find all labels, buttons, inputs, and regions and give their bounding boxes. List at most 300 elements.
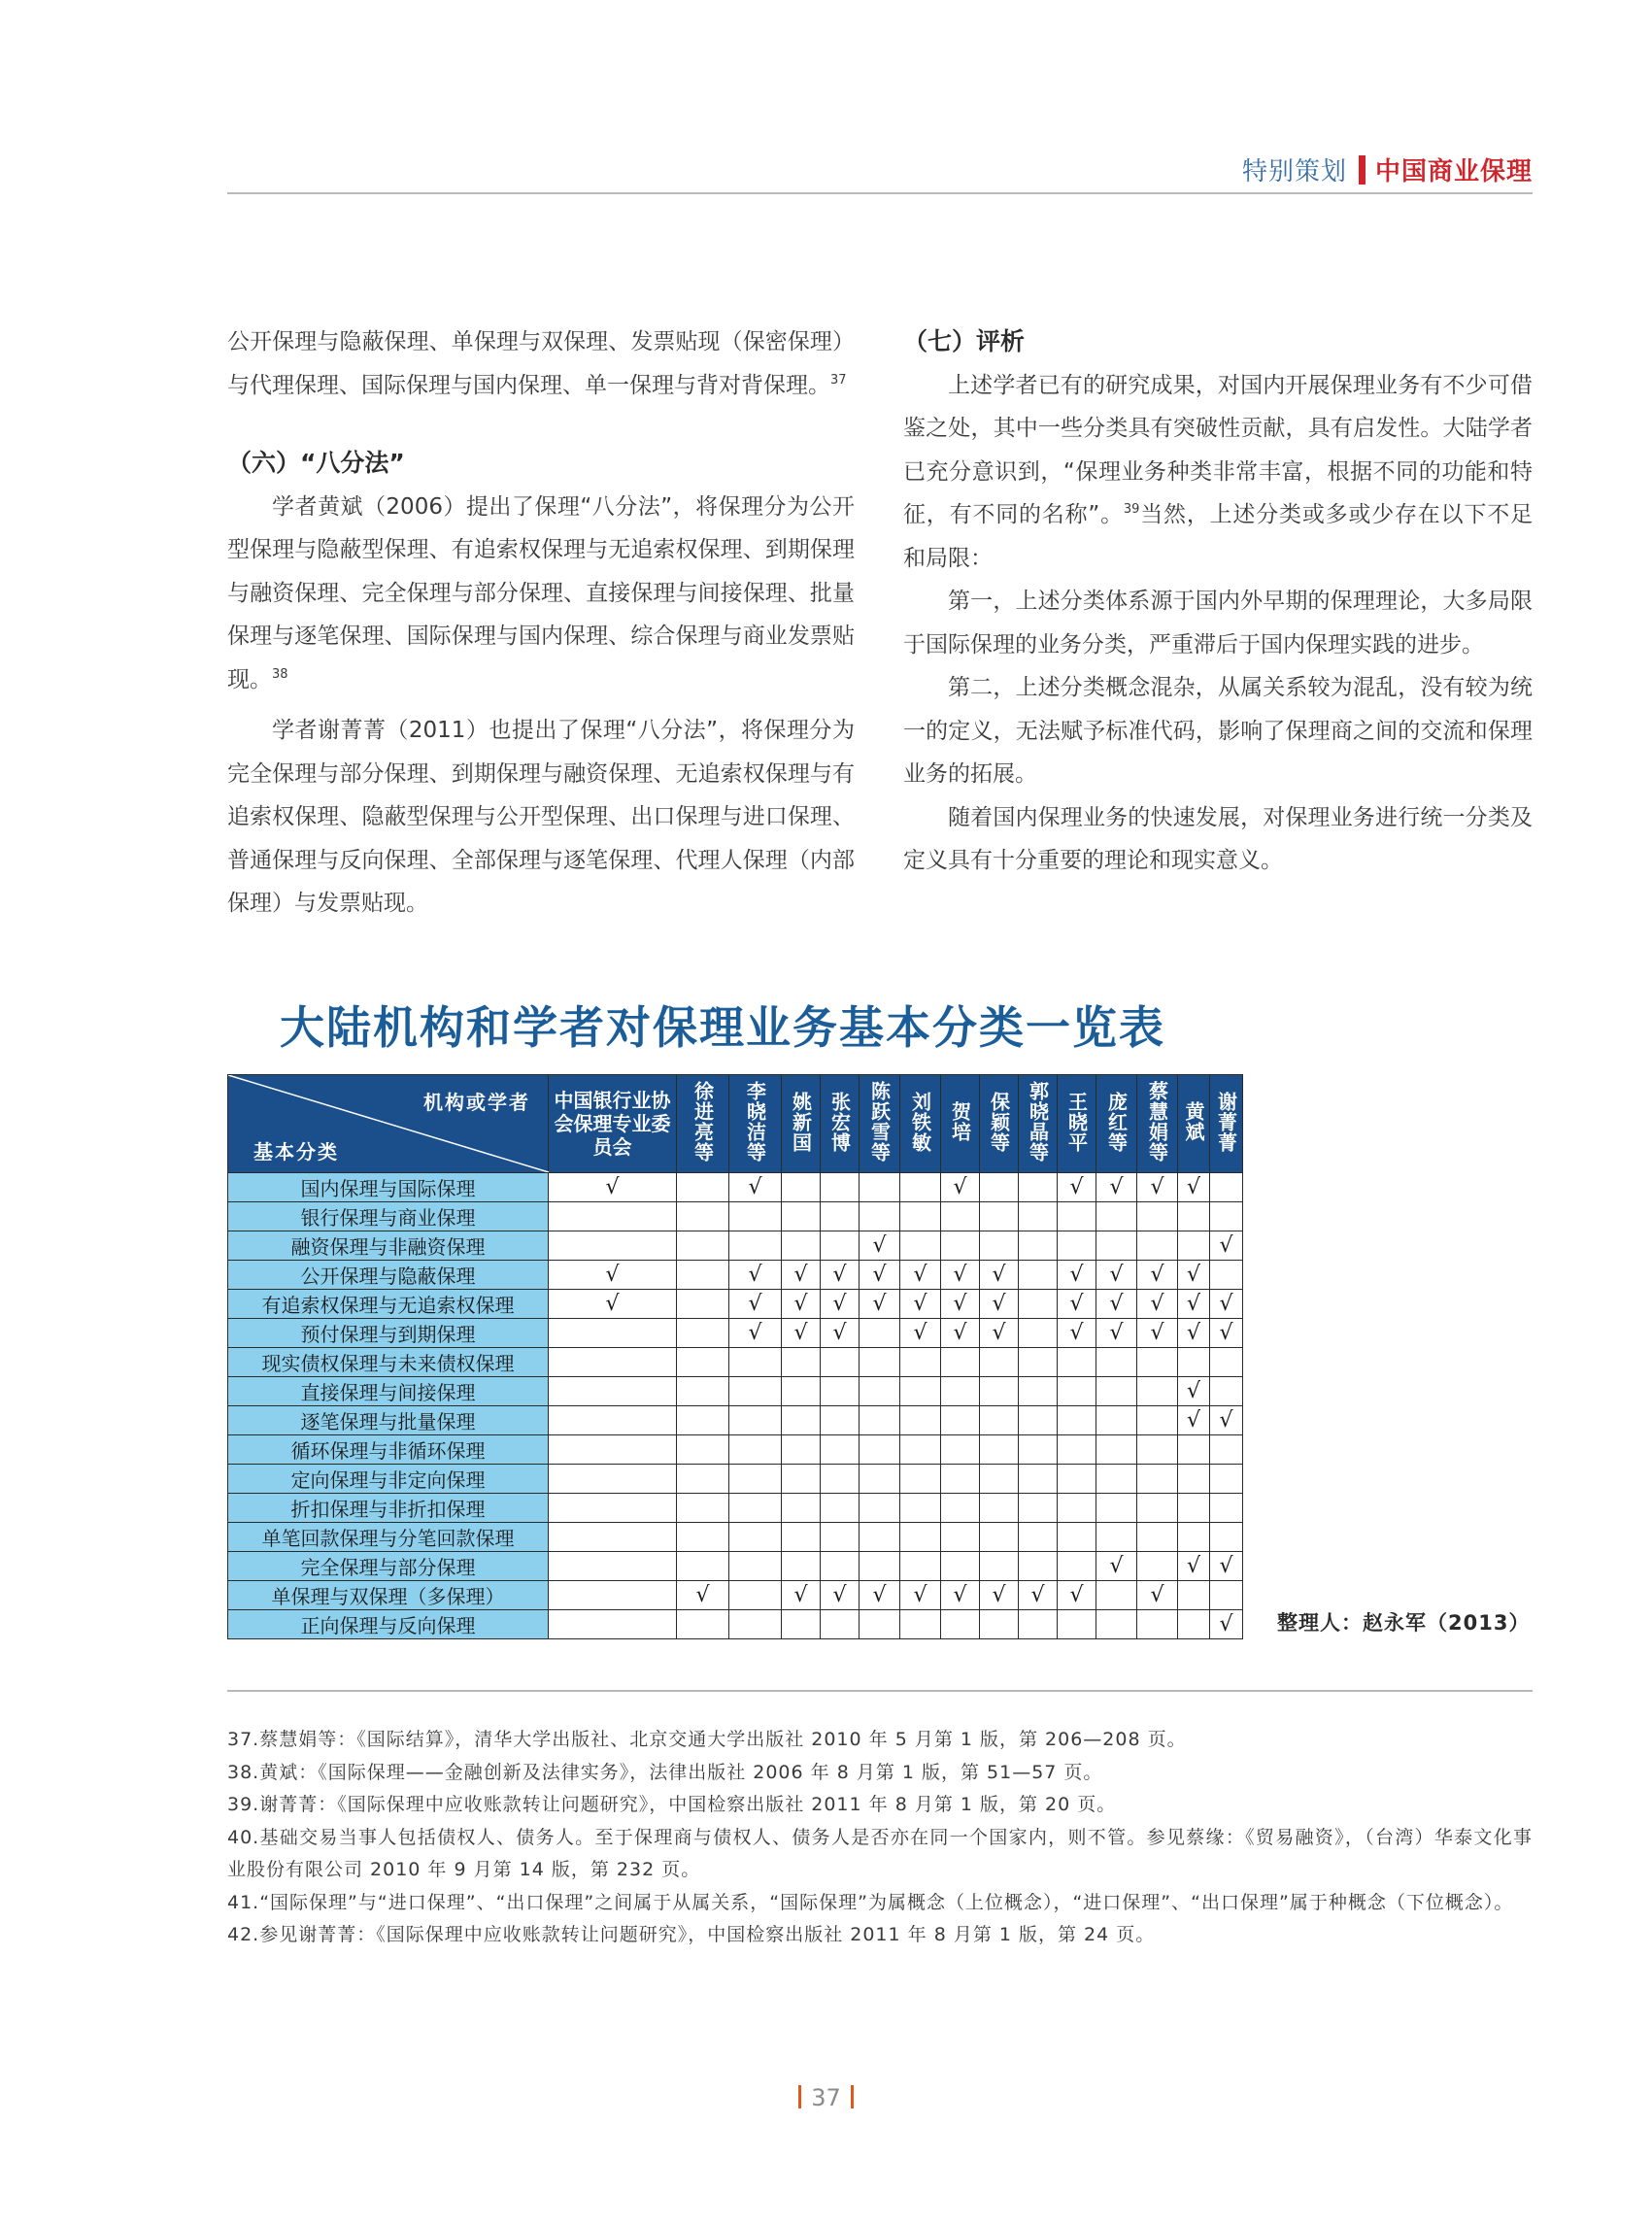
- check-mark-cell: √: [980, 1581, 1019, 1610]
- empty-cell: [1137, 1377, 1178, 1406]
- empty-cell: [1019, 1202, 1058, 1231]
- table-row: [228, 1348, 1243, 1377]
- right-paragraph-2: 第一，上述分类体系源于国内外早期的保理理论，大多局限于国际保理的业务分类，严重滞后于国内保理实践的进步。: [903, 589, 1533, 658]
- empty-cell: [1019, 1610, 1058, 1639]
- empty-cell: [821, 1202, 860, 1231]
- check-mark-cell: √: [941, 1581, 980, 1610]
- empty-cell: [1019, 1435, 1058, 1465]
- page-number: 37: [811, 2084, 841, 2111]
- page-number-bar-right: [851, 2085, 854, 2108]
- empty-cell: [677, 1348, 729, 1377]
- empty-cell: [941, 1406, 980, 1435]
- check-mark-cell: √: [1178, 1319, 1210, 1348]
- column-header-5: [860, 1075, 900, 1173]
- empty-cell: [782, 1231, 821, 1261]
- row-label: 公开保理与隐蔽保理: [228, 1261, 549, 1290]
- check-mark-cell: √: [900, 1581, 941, 1610]
- empty-cell: [677, 1231, 729, 1261]
- check-mark-cell: √: [941, 1261, 980, 1290]
- empty-cell: [782, 1552, 821, 1581]
- empty-cell: [1210, 1581, 1243, 1610]
- empty-cell: [941, 1610, 980, 1639]
- empty-cell: [1137, 1494, 1178, 1523]
- check-mark-cell: √: [941, 1319, 980, 1348]
- right-paragraph-1: [903, 364, 1533, 581]
- empty-cell: [1178, 1465, 1210, 1494]
- empty-cell: [941, 1523, 980, 1552]
- empty-cell: [549, 1348, 677, 1377]
- corner-label-top: 机构或学者: [423, 1091, 530, 1114]
- check-mark-cell: √: [1096, 1290, 1137, 1319]
- check-mark-cell: √: [1058, 1173, 1096, 1202]
- footnote-ref-38: 38: [272, 666, 288, 682]
- column-header-label: 姚新国: [789, 1091, 813, 1153]
- empty-cell: [677, 1261, 729, 1290]
- footnote-41: 41.“国际保理”与“进口保理”、“出口保理”之间属于从属关系，“国际保理”为属概念（上位概念），“进口保理”、“出口保理”属于种概念（下位概念）。: [227, 1891, 1514, 1913]
- empty-cell: [980, 1231, 1019, 1261]
- check-mark-cell: √: [1137, 1290, 1178, 1319]
- check-mark-cell: √: [1096, 1552, 1137, 1581]
- footnote-40: 40.基础交易当事人包括债权人、债务人。至于保理商与债权人、债务人是否亦在同一个国家内，则不管。参见蔡缘：《贸易融资》，（台湾）华泰文化事业股份有限公司 2010 年 9 月第 14 版，第 232 页。: [227, 1826, 1533, 1880]
- empty-cell: [1058, 1231, 1096, 1261]
- empty-cell: [549, 1202, 677, 1231]
- footnote-ref-37: 37: [830, 372, 847, 388]
- empty-cell: [1019, 1319, 1058, 1348]
- empty-cell: [1096, 1610, 1137, 1639]
- empty-cell: [1019, 1377, 1058, 1406]
- empty-cell: [1178, 1581, 1210, 1610]
- empty-cell: [941, 1494, 980, 1523]
- empty-cell: [1178, 1202, 1210, 1231]
- empty-cell: [900, 1494, 941, 1523]
- empty-cell: [1096, 1523, 1137, 1552]
- empty-cell: [729, 1523, 782, 1552]
- empty-cell: [941, 1377, 980, 1406]
- empty-cell: [549, 1377, 677, 1406]
- check-mark-cell: √: [729, 1173, 782, 1202]
- empty-cell: [549, 1523, 677, 1552]
- corner-label-bottom: 基本分类: [253, 1140, 339, 1164]
- empty-cell: [729, 1435, 782, 1465]
- empty-cell: [782, 1465, 821, 1494]
- empty-cell: [677, 1319, 729, 1348]
- row-label: 折扣保理与非折扣保理: [228, 1494, 549, 1523]
- check-mark-cell: √: [1096, 1173, 1137, 1202]
- empty-cell: [782, 1523, 821, 1552]
- column-header-label: 蔡慧娟等: [1145, 1081, 1169, 1163]
- footnote-ref-39: 39: [1123, 502, 1140, 517]
- empty-cell: [860, 1523, 900, 1552]
- empty-cell: [782, 1202, 821, 1231]
- check-mark-cell: √: [782, 1581, 821, 1610]
- row-label: 直接保理与间接保理: [228, 1377, 549, 1406]
- column-header-label: 徐进亮等: [691, 1081, 715, 1163]
- check-mark-cell: √: [821, 1290, 860, 1319]
- check-mark-cell: √: [729, 1261, 782, 1290]
- empty-cell: [782, 1406, 821, 1435]
- check-mark-cell: √: [1096, 1261, 1137, 1290]
- check-mark-cell: √: [549, 1261, 677, 1290]
- left-paragraph-2: [227, 486, 855, 702]
- empty-cell: [821, 1552, 860, 1581]
- empty-cell: [1019, 1261, 1058, 1290]
- column-header-0: [549, 1075, 677, 1173]
- table-row: [228, 1610, 1243, 1639]
- table-row: [228, 1581, 1243, 1610]
- column-header-3: [782, 1075, 821, 1173]
- footnote-37: 37.蔡慧娟等：《国际结算》，清华大学出版社、北京交通大学出版社 2010 年 5 月第 1 版，第 206—208 页。: [227, 1729, 1187, 1750]
- check-mark-cell: √: [860, 1581, 900, 1610]
- check-mark-cell: √: [782, 1261, 821, 1290]
- empty-cell: [900, 1348, 941, 1377]
- table-corner-header: [228, 1075, 549, 1173]
- check-mark-cell: √: [1137, 1581, 1178, 1610]
- table-row: [228, 1465, 1243, 1494]
- empty-cell: [677, 1523, 729, 1552]
- empty-cell: [1058, 1348, 1096, 1377]
- empty-cell: [1210, 1465, 1243, 1494]
- empty-cell: [1096, 1406, 1137, 1435]
- column-header-label: 陈跃雪等: [867, 1081, 892, 1163]
- empty-cell: [860, 1610, 900, 1639]
- empty-cell: [729, 1231, 782, 1261]
- row-label: 正向保理与反向保理: [228, 1610, 549, 1639]
- table-row: [228, 1494, 1243, 1523]
- empty-cell: [1019, 1552, 1058, 1581]
- empty-cell: [941, 1435, 980, 1465]
- column-header-2: [729, 1075, 782, 1173]
- column-header-10: [1058, 1075, 1096, 1173]
- check-mark-cell: √: [1210, 1406, 1243, 1435]
- empty-cell: [980, 1465, 1019, 1494]
- empty-cell: [860, 1406, 900, 1435]
- empty-cell: [677, 1202, 729, 1231]
- empty-cell: [1019, 1290, 1058, 1319]
- empty-cell: [1096, 1202, 1137, 1231]
- empty-cell: [549, 1610, 677, 1639]
- table-row: [228, 1290, 1243, 1319]
- check-mark-cell: √: [1137, 1319, 1178, 1348]
- column-header-6: [900, 1075, 941, 1173]
- column-header-label: 刘铁敏: [908, 1091, 932, 1153]
- empty-cell: [729, 1552, 782, 1581]
- empty-cell: [1178, 1523, 1210, 1552]
- row-label: 单保理与双保理（多保理）: [228, 1581, 549, 1610]
- empty-cell: [980, 1494, 1019, 1523]
- empty-cell: [860, 1465, 900, 1494]
- check-mark-cell: √: [1210, 1610, 1243, 1639]
- empty-cell: [1137, 1406, 1178, 1435]
- check-mark-cell: √: [549, 1290, 677, 1319]
- page-header: [227, 146, 1533, 194]
- right-paragraph-1-text-a: 上述学者已有的研究成果，对国内开展保理业务有不少可借鉴之处，其中一些分类具有突破性贡献，具有启发性。大陆学者已充分意识到，“保理业务种类非常丰富，根据不同的功能和特征，有不同的名称”。: [903, 372, 1533, 527]
- left-paragraph-1-text: 公开保理与隐蔽保理、单保理与双保理、发票贴现（保密保理）与代理保理、国际保理与国内保理、单一保理与背对背保理。: [227, 329, 855, 398]
- check-mark-cell: √: [782, 1290, 821, 1319]
- left-paragraph-1: [227, 320, 855, 407]
- empty-cell: [1019, 1406, 1058, 1435]
- empty-cell: [1137, 1348, 1178, 1377]
- check-mark-cell: √: [1019, 1581, 1058, 1610]
- empty-cell: [900, 1552, 941, 1581]
- empty-cell: [1137, 1610, 1178, 1639]
- column-header-11: [1096, 1075, 1137, 1173]
- empty-cell: [980, 1406, 1019, 1435]
- right-paragraph-1-text-b: 当然，上述分类或多或少存在以下不足和局限：: [903, 502, 1533, 571]
- column-header-9: [1019, 1075, 1058, 1173]
- empty-cell: [860, 1319, 900, 1348]
- empty-cell: [860, 1435, 900, 1465]
- empty-cell: [677, 1494, 729, 1523]
- empty-cell: [1058, 1552, 1096, 1581]
- check-mark-cell: √: [1137, 1173, 1178, 1202]
- empty-cell: [860, 1202, 900, 1231]
- empty-cell: [677, 1465, 729, 1494]
- empty-cell: [821, 1231, 860, 1261]
- check-mark-cell: √: [900, 1319, 941, 1348]
- empty-cell: [980, 1610, 1019, 1639]
- empty-cell: [941, 1552, 980, 1581]
- empty-cell: [1019, 1465, 1058, 1494]
- empty-cell: [900, 1610, 941, 1639]
- empty-cell: [1096, 1465, 1137, 1494]
- right-paragraph-4: 随着国内保理业务的快速发展，对保理业务进行统一分类及定义具有十分重要的理论和现实意义。: [903, 804, 1533, 873]
- empty-cell: [729, 1494, 782, 1523]
- check-mark-cell: √: [1178, 1406, 1210, 1435]
- column-header-8: [980, 1075, 1019, 1173]
- empty-cell: [1096, 1494, 1137, 1523]
- empty-cell: [1058, 1523, 1096, 1552]
- row-label: 银行保理与商业保理: [228, 1202, 549, 1231]
- column-header-label: 庞红等: [1104, 1091, 1129, 1153]
- empty-cell: [980, 1435, 1019, 1465]
- empty-cell: [1058, 1435, 1096, 1465]
- empty-cell: [821, 1494, 860, 1523]
- table-row: [228, 1523, 1243, 1552]
- empty-cell: [821, 1523, 860, 1552]
- empty-cell: [1096, 1231, 1137, 1261]
- empty-cell: [1210, 1494, 1243, 1523]
- table-body: [228, 1173, 1243, 1639]
- empty-cell: [821, 1348, 860, 1377]
- empty-cell: [860, 1173, 900, 1202]
- check-mark-cell: √: [980, 1290, 1019, 1319]
- empty-cell: [900, 1406, 941, 1435]
- check-mark-cell: √: [1210, 1290, 1243, 1319]
- row-label: 预付保理与到期保理: [228, 1319, 549, 1348]
- check-mark-cell: √: [1058, 1319, 1096, 1348]
- empty-cell: [1019, 1494, 1058, 1523]
- check-mark-cell: √: [1210, 1319, 1243, 1348]
- empty-cell: [1096, 1435, 1137, 1465]
- empty-cell: [782, 1494, 821, 1523]
- page-number-area: [0, 2084, 1652, 2111]
- empty-cell: [980, 1377, 1019, 1406]
- empty-cell: [1058, 1202, 1096, 1231]
- empty-cell: [1058, 1377, 1096, 1406]
- left-paragraph-3: 学者谢菁菁（2011）也提出了保理“八分法”，将保理分为完全保理与部分保理、到期保理与融资保理、无追索权保理与有追索权保理、隐蔽型保理与公开型保理、出口保理与进口保理、普通保理与反向保理、全部保理与逐笔保理、代理人保理（内部保理）与发票贴现。: [227, 718, 855, 916]
- column-header-label: 郭晓晶等: [1026, 1081, 1050, 1163]
- check-mark-cell: √: [549, 1173, 677, 1202]
- empty-cell: [782, 1435, 821, 1465]
- check-mark-cell: √: [1178, 1173, 1210, 1202]
- check-mark-cell: √: [1178, 1261, 1210, 1290]
- empty-cell: [900, 1202, 941, 1231]
- row-label: 单笔回款保理与分笔回款保理: [228, 1523, 549, 1552]
- empty-cell: [821, 1435, 860, 1465]
- column-header-12: [1137, 1075, 1178, 1173]
- check-mark-cell: √: [1096, 1319, 1137, 1348]
- column-header-label: 张宏博: [827, 1091, 852, 1153]
- footnotes: [227, 1724, 1533, 1952]
- footnote-38: 38.黄斌：《国际保理——金融创新及法律实务》，法律出版社 2006 年 8 月第 1 版，第 51—57 页。: [227, 1761, 1103, 1783]
- column-header-14: [1210, 1075, 1243, 1173]
- header-right: [1242, 152, 1533, 187]
- empty-cell: [1096, 1377, 1137, 1406]
- check-mark-cell: √: [941, 1290, 980, 1319]
- check-mark-cell: √: [782, 1319, 821, 1348]
- column-header-label: 黄斌: [1182, 1101, 1205, 1142]
- column-header-label: 贺培: [948, 1101, 972, 1142]
- right-paragraph-3: 第二，上述分类概念混杂，从属关系较为混乱，没有较为统一的定义，无法赋予标准代码，影响了保理商之间的交流和保理业务的拓展。: [903, 675, 1533, 787]
- empty-cell: [729, 1465, 782, 1494]
- empty-cell: [1210, 1348, 1243, 1377]
- empty-cell: [729, 1406, 782, 1435]
- empty-cell: [900, 1523, 941, 1552]
- empty-cell: [549, 1494, 677, 1523]
- empty-cell: [900, 1435, 941, 1465]
- table-row: [228, 1377, 1243, 1406]
- check-mark-cell: √: [900, 1290, 941, 1319]
- column-header-13: [1178, 1075, 1210, 1173]
- empty-cell: [1210, 1377, 1243, 1406]
- empty-cell: [980, 1523, 1019, 1552]
- empty-cell: [1210, 1202, 1243, 1231]
- table-compiler-note: 整理人：赵永军（2013）: [1277, 1611, 1531, 1635]
- row-label: 定向保理与非定向保理: [228, 1465, 549, 1494]
- empty-cell: [1137, 1523, 1178, 1552]
- column-header-1: [677, 1075, 729, 1173]
- table-row: [228, 1261, 1243, 1290]
- section-heading-6: （六）“八分法”: [227, 449, 405, 477]
- empty-cell: [860, 1552, 900, 1581]
- empty-cell: [1096, 1581, 1137, 1610]
- table-header-row: [228, 1075, 1243, 1173]
- check-mark-cell: √: [677, 1581, 729, 1610]
- column-header-label: 王晓平: [1064, 1091, 1089, 1153]
- empty-cell: [549, 1231, 677, 1261]
- check-mark-cell: √: [860, 1290, 900, 1319]
- empty-cell: [941, 1202, 980, 1231]
- check-mark-cell: √: [1058, 1261, 1096, 1290]
- empty-cell: [1178, 1610, 1210, 1639]
- left-column: [227, 320, 855, 926]
- left-paragraph-2-text: 学者黄斌（2006）提出了保理“八分法”，将保理分为公开型保理与隐蔽型保理、有追索权保理与无追索权保理、到期保理与融资保理、完全保理与部分保理、直接保理与间接保理、批量保理与逐笔保理、国际保理与国内保理、综合保理与商业发票贴现。: [227, 493, 855, 692]
- empty-cell: [677, 1435, 729, 1465]
- empty-cell: [549, 1581, 677, 1610]
- page-number-bar-left: [798, 2085, 801, 2108]
- empty-cell: [980, 1348, 1019, 1377]
- empty-cell: [900, 1173, 941, 1202]
- empty-cell: [729, 1202, 782, 1231]
- column-header-4: [821, 1075, 860, 1173]
- check-mark-cell: √: [1178, 1290, 1210, 1319]
- empty-cell: [821, 1173, 860, 1202]
- row-label: 循环保理与非循环保理: [228, 1435, 549, 1465]
- empty-cell: [677, 1377, 729, 1406]
- empty-cell: [1137, 1435, 1178, 1465]
- empty-cell: [821, 1610, 860, 1639]
- table-row: [228, 1319, 1243, 1348]
- check-mark-cell: √: [1178, 1377, 1210, 1406]
- classification-table: [227, 1074, 1243, 1639]
- empty-cell: [1019, 1348, 1058, 1377]
- footnote-divider: [227, 1690, 1533, 1692]
- check-mark-cell: √: [980, 1319, 1019, 1348]
- empty-cell: [549, 1435, 677, 1465]
- empty-cell: [900, 1465, 941, 1494]
- empty-cell: [549, 1552, 677, 1581]
- empty-cell: [980, 1173, 1019, 1202]
- column-header-7: [941, 1075, 980, 1173]
- empty-cell: [1210, 1435, 1243, 1465]
- row-label: 逐笔保理与批量保理: [228, 1406, 549, 1435]
- row-label: 完全保理与部分保理: [228, 1552, 549, 1581]
- empty-cell: [549, 1319, 677, 1348]
- check-mark-cell: √: [821, 1261, 860, 1290]
- column-header-label: 李晓洁等: [743, 1081, 767, 1163]
- check-mark-cell: √: [1210, 1552, 1243, 1581]
- empty-cell: [677, 1173, 729, 1202]
- empty-cell: [860, 1494, 900, 1523]
- check-mark-cell: √: [729, 1290, 782, 1319]
- empty-cell: [860, 1348, 900, 1377]
- right-column: [903, 320, 1533, 883]
- empty-cell: [1137, 1231, 1178, 1261]
- empty-cell: [821, 1406, 860, 1435]
- empty-cell: [1058, 1406, 1096, 1435]
- row-label: 有追索权保理与无追索权保理: [228, 1290, 549, 1319]
- empty-cell: [549, 1465, 677, 1494]
- empty-cell: [782, 1348, 821, 1377]
- empty-cell: [1210, 1261, 1243, 1290]
- row-label: 国内保理与国际保理: [228, 1173, 549, 1202]
- empty-cell: [677, 1552, 729, 1581]
- empty-cell: [980, 1202, 1019, 1231]
- check-mark-cell: √: [860, 1231, 900, 1261]
- check-mark-cell: √: [1137, 1261, 1178, 1290]
- check-mark-cell: √: [941, 1173, 980, 1202]
- empty-cell: [941, 1348, 980, 1377]
- section-heading-7: （七）评析: [903, 327, 1026, 355]
- empty-cell: [900, 1231, 941, 1261]
- empty-cell: [549, 1406, 677, 1435]
- empty-cell: [1058, 1610, 1096, 1639]
- check-mark-cell: √: [729, 1319, 782, 1348]
- check-mark-cell: √: [900, 1261, 941, 1290]
- table-row: [228, 1552, 1243, 1581]
- row-label: 融资保理与非融资保理: [228, 1231, 549, 1261]
- empty-cell: [1178, 1494, 1210, 1523]
- column-header-label: 保颖等: [987, 1091, 1011, 1153]
- empty-cell: [782, 1173, 821, 1202]
- empty-cell: [677, 1290, 729, 1319]
- table-row: [228, 1406, 1243, 1435]
- empty-cell: [1058, 1494, 1096, 1523]
- empty-cell: [980, 1552, 1019, 1581]
- empty-cell: [729, 1610, 782, 1639]
- header-brand-label: 中国商业保理: [1374, 157, 1533, 186]
- check-mark-cell: √: [1058, 1581, 1096, 1610]
